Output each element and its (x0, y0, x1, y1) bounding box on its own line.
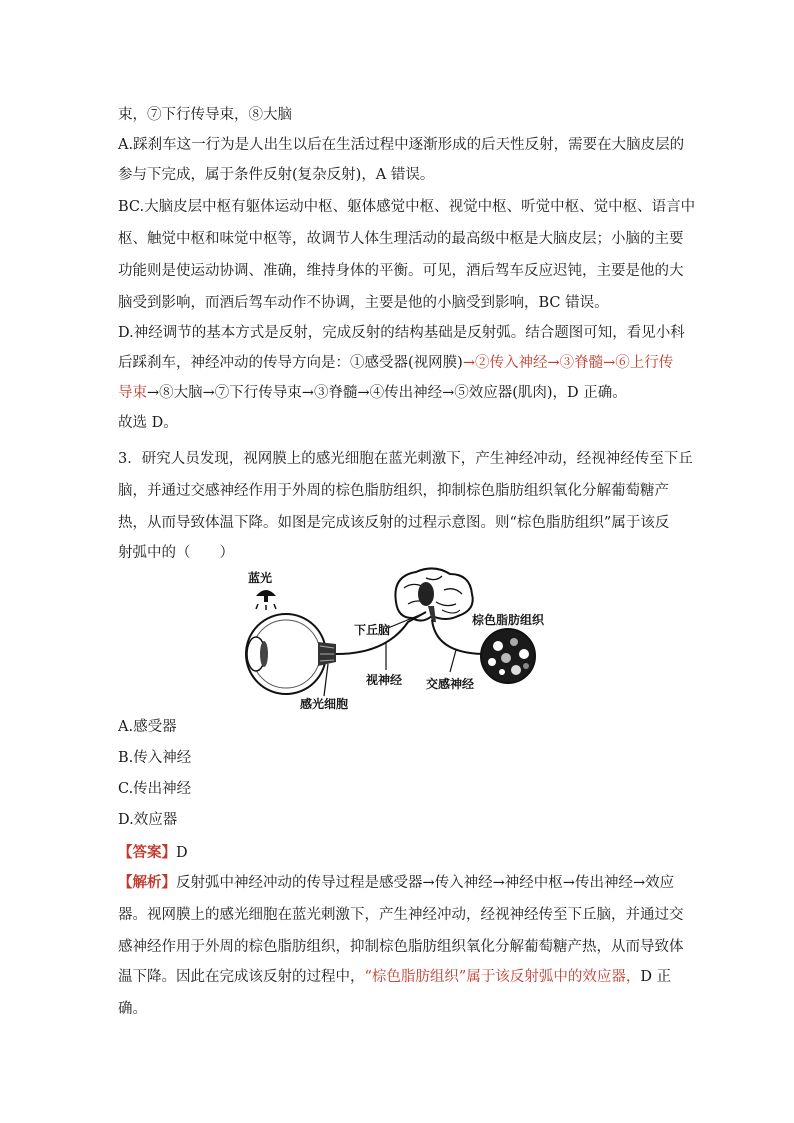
reflex-diagram (236, 562, 576, 712)
text-line (118, 383, 627, 403)
text-segment: D 正 (640, 969, 672, 985)
text-segment: 反射弧中神经冲动的传导过程是感受器→传入神经→神经中枢→传出神经→效应 (176, 875, 675, 891)
option-c: C.传出神经 (118, 781, 192, 797)
answer-tag: 【答案】 (118, 844, 176, 861)
text-line: 束，⑦下行传导束，⑧大脑 (118, 107, 292, 123)
hypothalamus-label: 下丘脑 (354, 623, 391, 637)
option-d-explanation: D.神经调节的基本方式是反射，完成反射的结构基础是反射弧。结合题图可知，看见小科 (118, 325, 685, 341)
highlight-segment: “棕色脂肪组织”属于该反射弧中的效应器， (364, 969, 641, 985)
option-b: B.传入神经 (118, 750, 192, 766)
text-segment: 后踩刹车，神经冲动的传导方向是：①感受器(视网膜) (118, 355, 463, 371)
brown-fat-tissue-icon (481, 629, 535, 683)
text-line: 感神经作用于外周的棕色脂肪组织，抑制棕色脂肪组织氧化分解葡萄糖产热，从而导致体 (118, 939, 684, 955)
question-stem: 3．研究人员发现，视网膜上的感光细胞在蓝光刺激下，产生神经冲动，经视神经传至下丘 (118, 451, 693, 467)
sympathetic-nerve-label: 交感神经 (426, 677, 475, 691)
optic-nerve-label: 视神经 (366, 673, 403, 687)
text-line: 枢、触觉中枢和味觉中枢等，故调节人体生理活动的最高级中枢是大脑皮层；小脑的主要 (118, 231, 684, 247)
blue-light-icon (256, 590, 276, 610)
analysis-tag: 【解析】 (118, 874, 176, 891)
text-line: 射弧中的（ ） (118, 545, 234, 561)
option-a-explanation: A.踩刹车这一行为是人出生以后在生活过程中逐渐形成的后天性反射，需要在大脑皮层的 (118, 137, 685, 153)
text-segment: 温下降。因此在完成该反射的过程中， (118, 969, 365, 985)
reflex-diagram-svg (236, 562, 576, 712)
option-d: D.效应器 (118, 812, 178, 828)
highlight-segment: 导束 (118, 385, 147, 401)
text-line (118, 967, 671, 987)
text-line: 功能则是使运动协调、准确，维持身体的平衡。可见，酒后驾车反应迟钝，主要是他的大 (118, 263, 684, 279)
blue-light-label: 蓝光 (248, 571, 273, 585)
text-line: 热，从而导致体温下降。如图是完成该反射的过程示意图。则“棕色脂肪组织”属于该反 (118, 515, 670, 531)
highlight-segment: →②传入神经→③脊髓→⑥上行传 (462, 355, 674, 371)
text-line: 器。视网膜上的感光细胞在蓝光刺激下，产生神经冲动，经视神经传至下丘脑，并通过交 (118, 907, 684, 923)
text-line: 脑，并通过交感神经作用于外周的棕色脂肪组织，抑制棕色脂肪组织氧化分解葡萄糖产 (118, 483, 669, 499)
analysis-line (118, 873, 674, 893)
option-a: A.感受器 (118, 719, 177, 735)
text-line (118, 353, 673, 373)
option-bc-explanation: BC.大脑皮层中枢有躯体运动中枢、躯体感觉中枢、视觉中枢、听觉中枢、觉中枢、语言中 (118, 199, 696, 215)
photoreceptor-label: 感光细胞 (300, 697, 349, 711)
brown-fat-label: 棕色脂肪组织 (472, 613, 545, 627)
text-line: 参与下完成，属于条件反射(复杂反射)，A 错误。 (118, 167, 435, 183)
text-segment: →⑧大脑→⑦下行传导束→③脊髓→④传出神经→⑤效应器(肌肉)，D 正确。 (147, 385, 627, 401)
choice-conclusion: 故选 D。 (118, 415, 178, 431)
answer-value: D (176, 845, 188, 861)
text-line: 确。 (118, 1001, 147, 1017)
brain-icon (395, 568, 472, 622)
answer-line (118, 843, 188, 863)
eye-icon (246, 614, 336, 694)
text-line: 脑受到影响，而酒后驾车动作不协调，主要是他的小脑受到影响，BC 错误。 (118, 295, 609, 311)
